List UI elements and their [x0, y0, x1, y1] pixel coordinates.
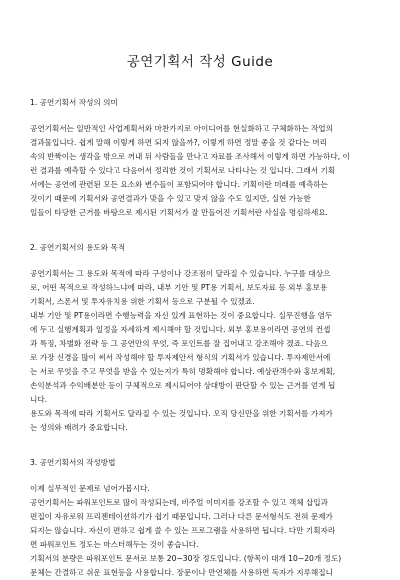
text-line: 용도와 목적에 따라 기획서도 달라질 수 있는 것입니다. 오직 당신만을 위한 기획서를 가져가: [30, 409, 333, 418]
text-line: 일들이 타당한 근거를 바탕으로 제시된 기획서가 잘 만들어진 기획서란 사실을 명심하세요.: [30, 208, 328, 217]
section-body: [30, 122, 370, 220]
text-line: 기획서, 스폰서 및 투자유치용 위한 기획서 등으로 구분될 수 있겠죠.: [30, 297, 255, 306]
text-line: 공연기획서는 그 용도와 목적에 따라 구성이나 강조점이 달라질 수 있습니다. 누구를 대상으: [30, 269, 331, 278]
section-meaning: [30, 97, 370, 220]
text-line: 기획서의 분량은 파워포인트 문서로 보통 20~30장 정도입니다. (항목이 대개 10~20개 정도): [30, 554, 342, 563]
text-line: 로, 어떤 목적으로 작성하느냐에 따라, 내부 기안 및 PT용 기획서, 보도자료 등 외부 홍보용: [30, 283, 328, 292]
section-heading: 3. 공연기획서의 작성방법: [30, 458, 116, 467]
section-heading: 2. 공연기획서의 용도와 목적: [30, 243, 126, 252]
text-line: 는 성의와 배려가 중요합니다.: [30, 423, 128, 432]
text-line: 문체는 간결하고 쉬운 표현등을 사용합니다. 장문이나 만연체를 사용하면 독자가 지루해집니: [30, 568, 333, 577]
section-body: [30, 482, 370, 580]
text-line: 는 서로 무엇을 주고 무엇을 받을 수 있는지가 특히 명확해야 합니다. 예상관객수와 홍보계획,: [30, 367, 336, 376]
text-line: 속의 반짝이는 생각을 밖으로 꺼내 뒤 사람들을 만나고 자료를 조사해서 이렇게 하면 가능하다, 이: [30, 152, 350, 161]
text-line: 손익분석과 수익배분안 등이 구체적으로 제시되어야 상대방이 판단할 수 있는 근거를 얻게 됩: [30, 381, 336, 390]
text-line: 내부 기안 및 PT용이라면 수행능력을 자신 있게 표현하는 것이 중요합니다. 실무진행을 염두: [30, 311, 333, 320]
text-line: 에 두고 실행계획과 일정을 자세하게 제시해야 할 것입니다. 외부 홍보용이라면 공연의 컨셉: [30, 325, 331, 334]
text-line: 니다.: [30, 395, 48, 404]
section-purpose: [30, 242, 370, 435]
text-line: 것이기 때문에 기획서와 공연결과가 맞을 수 있고 맞지 않을 수도 있지만, 실현 가능한: [30, 194, 311, 203]
section-method: [30, 457, 370, 580]
text-line: 공연기획서는 파워포인트로 많이 작성되는데, 비주얼 이미지를 강조할 수 있고 객체 삽입과: [30, 498, 328, 507]
section-heading: 1. 공연기획서 작성의 의미: [30, 98, 118, 107]
text-line: 면 파워포인트 정도는 마스터해두는 것이 좋습니다.: [30, 540, 199, 549]
text-line: 이제 실무적인 문제로 넘어가봅시다.: [30, 484, 150, 493]
text-line: 로 가장 신경을 많이 써서 작성해야 할 투자제안서 형식의 기획서가 있습니다. 투자제안서에: [30, 353, 331, 362]
text-line: 서에는 공연에 관련된 모든 요소와 변수들이 포함되어야 합니다. 기획이란 미래를 예측하는: [30, 180, 328, 189]
text-line: 편집이 자유로워 프리젠테이션하기가 쉽기 때문입니다. 그러나 다른 문서형식도 전혀 문제가: [30, 512, 333, 521]
text-line: 되지는 않습니다. 자신이 편하고 쉽게 쓸 수 있는 프로그램을 사용하면 됩니다. 다만 기획자라: [30, 526, 336, 535]
text-line: 런 결과를 예측할 수 있다고 다음어서 정리한 것이 기획서로 나타나는 것 입니다. 그래서 기획: [30, 166, 336, 175]
text-line: 결과물입니다. 쉽게 말해 이렇게 하면 되지 않을까?, 이렇게 하면 정말 좋을 것 같다는 머리: [30, 138, 327, 147]
text-line: 과 특징, 차별화 전략 등 그 공연만의 무엇, 즉 포인트를 잘 집어내고 강조해야 겠죠. 다음으: [30, 339, 328, 348]
text-line: 공연기획서는 일반적인 사업계획서와 마찬가지로 아이디어를 현실화하고 구체화하는 작업의: [30, 124, 333, 133]
section-body: [30, 267, 370, 435]
document-title: 공연기획서 작성 Guide: [126, 54, 274, 70]
